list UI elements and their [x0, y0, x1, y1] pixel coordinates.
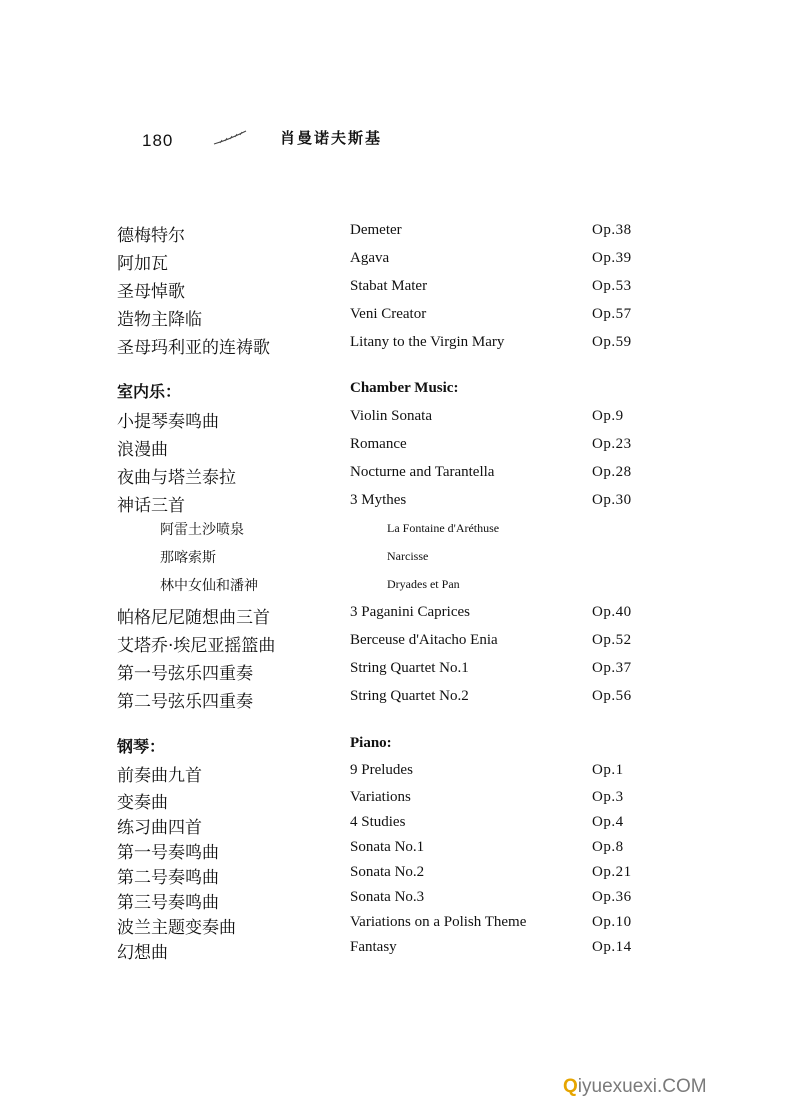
movement-title-en: Narcisse [387, 549, 429, 563]
work-title-zh: 变奏曲 [117, 793, 168, 813]
movement-title-en: La Fontaine d'Aréthuse [387, 521, 500, 535]
work-title-en: Variations [350, 789, 411, 805]
work-title-en: 3 Mythes [350, 492, 407, 508]
list-item [0, 249, 794, 275]
work-title-zh: 浪漫曲 [117, 440, 168, 460]
work-title-en: 9 Preludes [350, 762, 413, 778]
opus-number: Op.53 [592, 278, 632, 294]
work-title-en: Sonata No.3 [350, 889, 425, 905]
opus-number: Op.21 [592, 864, 632, 880]
work-title-en: String Quartet No.2 [350, 688, 469, 704]
section-title-zh: 室内乐： [117, 382, 182, 401]
work-title-en: String Quartet No.1 [350, 660, 469, 676]
list-subitem [0, 547, 794, 573]
watermark [563, 1076, 707, 1098]
work-title-en: 4 Studies [350, 814, 406, 830]
list-item [0, 221, 794, 247]
work-title-en: Demeter [350, 222, 402, 238]
work-title-en: Litany to the Virgin Mary [350, 334, 505, 350]
work-title-zh: 第二号奏鸣曲 [117, 868, 219, 888]
section-title-en: Piano: [350, 735, 392, 751]
work-title-zh: 第一号弦乐四重奏 [117, 664, 253, 684]
work-title-zh: 前奏曲九首 [117, 766, 202, 786]
work-title-zh: 第二号弦乐四重奏 [117, 692, 253, 712]
list-item [0, 888, 794, 914]
section-title-en: Chamber Music: [350, 380, 459, 396]
opus-number: Op.59 [592, 334, 632, 350]
opus-number: Op.39 [592, 250, 632, 266]
work-title-zh: 艾塔乔·埃尼亚摇篮曲 [117, 636, 276, 656]
work-title-en: 3 Paganini Caprices [350, 604, 470, 620]
opus-number: Op.4 [592, 814, 624, 830]
list-item [0, 435, 794, 461]
opus-number: Op.36 [592, 889, 632, 905]
opus-number: Op.38 [592, 222, 632, 238]
list-item [0, 659, 794, 685]
work-title-zh: 造物主降临 [117, 310, 202, 330]
work-title-zh: 夜曲与塔兰泰拉 [117, 468, 236, 488]
opus-number: Op.1 [592, 762, 624, 778]
list-item [0, 463, 794, 489]
work-title-zh: 小提琴奏鸣曲 [117, 412, 219, 432]
list-item [0, 277, 794, 303]
opus-number: Op.3 [592, 789, 624, 805]
work-title-en: Fantasy [350, 939, 397, 955]
list-subitem [0, 519, 794, 545]
work-title-en: Romance [350, 436, 407, 452]
section-heading-chamber [0, 379, 794, 405]
page-number: 180 [142, 131, 174, 150]
list-item [0, 333, 794, 359]
list-item [0, 788, 794, 814]
opus-number: Op.37 [592, 660, 632, 676]
work-title-zh: 练习曲四首 [117, 818, 202, 838]
opus-number: Op.10 [592, 914, 632, 930]
list-item [0, 687, 794, 713]
work-title-zh: 神话三首 [117, 496, 185, 516]
opus-number: Op.8 [592, 839, 624, 855]
list-item [0, 407, 794, 433]
movement-title-zh: 阿雷土沙喷泉 [160, 522, 244, 538]
list-item [0, 813, 794, 839]
work-title-zh: 幻想曲 [117, 943, 168, 963]
list-item [0, 631, 794, 657]
movement-title-en: Dryades et Pan [387, 577, 460, 591]
work-title-zh: 德梅特尔 [117, 226, 185, 246]
opus-number: Op.52 [592, 632, 632, 648]
section-title-zh: 钢琴： [117, 737, 166, 756]
work-title-en: Berceuse d'Aitacho Enia [350, 632, 498, 648]
opus-number: Op.56 [592, 688, 632, 704]
opus-number: Op.9 [592, 408, 624, 424]
opus-number: Op.30 [592, 492, 632, 508]
opus-number: Op.23 [592, 436, 632, 452]
list-item [0, 761, 794, 787]
work-title-en: Variations on a Polish Theme [350, 914, 527, 930]
work-title-en: Nocturne and Tarantella [350, 464, 495, 480]
opus-number: Op.14 [592, 939, 632, 955]
work-title-en: Stabat Mater [350, 278, 428, 294]
work-title-zh: 圣母玛利亚的连祷歌 [117, 338, 270, 358]
list-item [0, 938, 794, 964]
list-item [0, 913, 794, 939]
running-title: 肖曼诺夫斯基 [280, 129, 383, 147]
work-title-zh: 帕格尼尼随想曲三首 [117, 608, 270, 628]
work-title-zh: 第三号奏鸣曲 [117, 893, 219, 913]
work-title-en: Sonata No.2 [350, 864, 425, 880]
work-title-en: Violin Sonata [350, 408, 433, 424]
opus-number: Op.28 [592, 464, 632, 480]
list-item [0, 863, 794, 889]
watermark-brand-letter: Q [563, 1076, 578, 1097]
feather-ornament-icon [212, 128, 248, 148]
work-title-en: Veni Creator [350, 306, 427, 322]
list-subitem [0, 575, 794, 601]
work-title-zh: 圣母悼歌 [117, 282, 185, 302]
work-title-en: Sonata No.1 [350, 839, 425, 855]
movement-title-zh: 那喀索斯 [160, 550, 216, 566]
opus-number: Op.57 [592, 306, 632, 322]
work-title-zh: 波兰主题变奏曲 [117, 918, 236, 938]
movement-title-zh: 林中女仙和潘神 [160, 578, 258, 594]
list-item [0, 305, 794, 331]
list-item [0, 838, 794, 864]
list-item [0, 603, 794, 629]
work-title-en: Agava [350, 250, 390, 266]
opus-number: Op.40 [592, 604, 632, 620]
work-title-zh: 阿加瓦 [117, 254, 168, 274]
work-title-zh: 第一号奏鸣曲 [117, 843, 219, 863]
list-item [0, 491, 794, 517]
section-heading-piano [0, 734, 794, 760]
watermark-text: iyuexuexi.COM [577, 1076, 707, 1097]
